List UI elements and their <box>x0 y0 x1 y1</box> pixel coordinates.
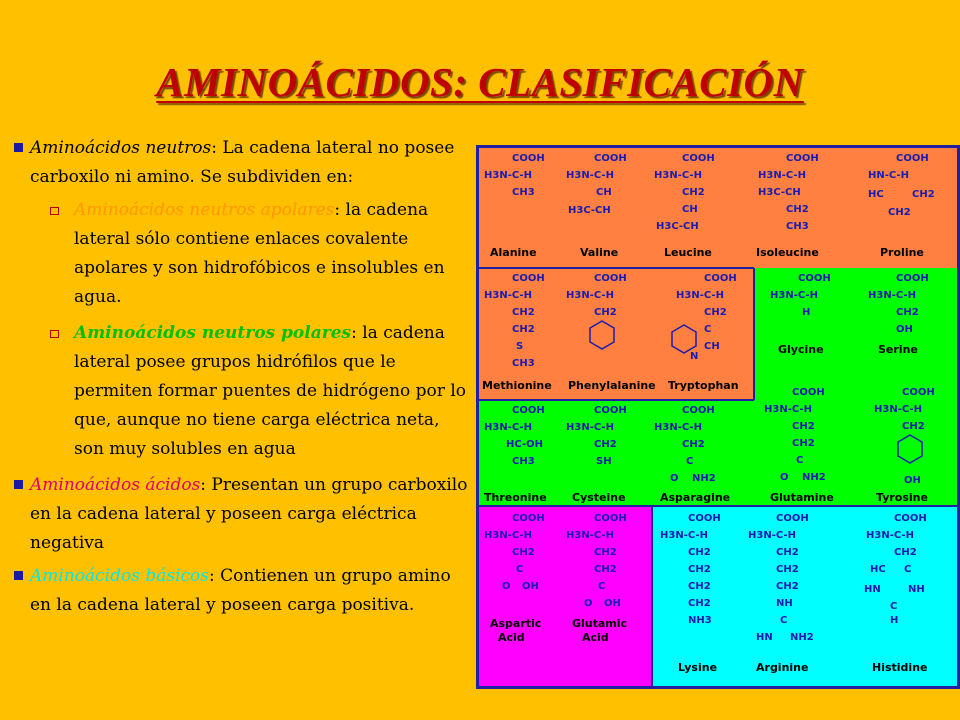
formula-fragment: C <box>890 601 898 612</box>
formula-fragment: CH <box>596 187 612 198</box>
formula-fragment: H3N-C-H <box>764 404 812 415</box>
formula-fragment: CH2 <box>704 307 727 318</box>
formula-fragment: COOH <box>512 405 545 416</box>
formula-fragment: H3N-C-H <box>660 530 708 541</box>
square-bullet-icon <box>14 143 23 152</box>
formula-fragment: COOH <box>776 513 809 524</box>
formula-fragment: COOH <box>512 153 545 164</box>
formula-fragment: NH2 <box>692 473 716 484</box>
formula-fragment: CH2 <box>682 439 705 450</box>
desc-polar: : la cadena lateral posee grupos hidrófilos que le permiten formar puentes de hidrógeno por lo que, aunque no tiene carga eléctrica neta, son muy solubles en agua <box>74 323 466 459</box>
term-acidic: Aminoácidos ácidos <box>30 475 201 495</box>
formula-fragment: S <box>516 341 524 352</box>
formula-fragment: HC <box>868 189 884 200</box>
formula-fragment: C <box>796 455 804 466</box>
formula-fragment: CH2 <box>512 324 535 335</box>
formula-fragment: COOH <box>682 153 715 164</box>
formula-fragment: C <box>904 564 912 575</box>
formula-fragment: H3N-C-H <box>866 530 914 541</box>
formula-fragment: COOH <box>512 273 545 284</box>
formula-fragment: COOH <box>798 273 831 284</box>
hollow-square-icon <box>50 207 59 215</box>
slide-title: AMINOÁCIDOS: CLASIFICACIÓN <box>156 59 804 105</box>
formula-fragment: CH2 <box>688 598 711 609</box>
label-aspartic-acid: Acid <box>498 631 525 644</box>
formula-fragment: CH2 <box>888 207 911 218</box>
label-phenylalanine: Phenylalanine <box>568 379 656 392</box>
formula-fragment: CH2 <box>902 421 925 432</box>
formula-fragment: CH2 <box>894 547 917 558</box>
bullet-basic <box>12 562 468 620</box>
desc-basic: : Contienen un grupo amino en la cadena lateral y poseen carga positiva. <box>30 566 451 615</box>
formula-fragment: COOH <box>594 153 627 164</box>
formula-fragment: SH <box>596 456 612 467</box>
label-serine: Serine <box>878 343 918 356</box>
term-polar: Aminoácidos neutros polares <box>74 323 352 343</box>
bullet-neutral <box>12 134 468 192</box>
formula-fragment: CH2 <box>594 439 617 450</box>
formula-fragment: CH <box>682 204 698 215</box>
formula-fragment: CH2 <box>792 438 815 449</box>
term-apolar: Aminoácidos neutros apolares <box>74 200 335 220</box>
formula-fragment: CH2 <box>594 564 617 575</box>
label-asparagine: Asparagine <box>660 491 731 504</box>
formula-fragment: COOH <box>896 153 929 164</box>
formula-fragment: H3N-C-H <box>484 290 532 301</box>
formula-fragment: C <box>704 324 712 335</box>
formula-fragment: CH3 <box>786 221 809 232</box>
formula-fragment: CH2 <box>688 564 711 575</box>
formula-fragment: CH2 <box>512 547 535 558</box>
label-proline: Proline <box>880 246 924 259</box>
label-tyrosine: Tyrosine <box>876 491 928 504</box>
formula-fragment: H3N-C-H <box>874 404 922 415</box>
formula-fragment: HC-OH <box>506 439 543 450</box>
label-methionine: Methionine <box>482 379 552 392</box>
bullet-acidic <box>12 471 468 558</box>
formula-fragment: H3N-C-H <box>484 170 532 181</box>
formula-fragment: CH2 <box>594 547 617 558</box>
formula-fragment: NH2 <box>790 632 814 643</box>
label-glutamic-acid: Acid <box>582 631 609 644</box>
formula-fragment: CH2 <box>682 187 705 198</box>
formula-fragment: CH2 <box>688 547 711 558</box>
formula-fragment: H3N-C-H <box>484 530 532 541</box>
square-bullet-icon <box>14 480 23 489</box>
formula-fragment: CH3 <box>512 358 535 369</box>
label-cysteine: Cysteine <box>572 491 626 504</box>
formula-fragment: H3C-CH <box>656 221 699 232</box>
formula-fragment: COOH <box>594 273 627 284</box>
formula-fragment: N <box>690 351 699 362</box>
formula-fragment: CH2 <box>792 421 815 432</box>
formula-fragment: HN <box>756 632 773 643</box>
term-neutral: Aminoácidos neutros <box>30 138 212 158</box>
formula-fragment: CH3 <box>512 187 535 198</box>
formula-fragment: C <box>598 581 606 592</box>
formula-fragment: HN <box>864 584 881 595</box>
amino-acid-chart <box>476 145 960 689</box>
label-threonine: Threonine <box>484 491 547 504</box>
square-bullet-icon <box>14 571 23 580</box>
formula-fragment: CH2 <box>896 307 919 318</box>
formula-fragment: COOH <box>512 513 545 524</box>
formula-fragment: NH <box>908 584 925 595</box>
formula-fragment: COOH <box>896 273 929 284</box>
formula-fragment: H3N-C-H <box>868 290 916 301</box>
formula-fragment: H3N-C-H <box>484 422 532 433</box>
formula-fragment: COOH <box>902 387 935 398</box>
label-lysine: Lysine <box>678 661 718 674</box>
formula-fragment: H3N-C-H <box>566 170 614 181</box>
formula-fragment: H <box>802 307 811 318</box>
formula-fragment: HC <box>870 564 886 575</box>
formula-fragment: H3C-CH <box>758 187 801 198</box>
formula-fragment: CH <box>704 341 720 352</box>
formula-fragment: C <box>686 456 694 467</box>
formula-fragment: COOH <box>894 513 927 524</box>
formula-fragment: COOH <box>594 405 627 416</box>
formula-fragment: CH3 <box>512 456 535 467</box>
formula-fragment: CH2 <box>594 307 617 318</box>
formula-fragment: COOH <box>792 387 825 398</box>
desc-neutral: : La cadena lateral no posee carboxilo ni amino. Se subdividen en: <box>30 138 455 187</box>
formula-fragment: CH2 <box>688 581 711 592</box>
formula-fragment: CH2 <box>786 204 809 215</box>
formula-fragment: H <box>890 615 899 626</box>
formula-fragment: CH2 <box>512 307 535 318</box>
label-isoleucine: Isoleucine <box>756 246 819 259</box>
label-valine: Valine <box>580 246 619 259</box>
formula-fragment: CH2 <box>912 189 935 200</box>
formula-fragment: COOH <box>594 513 627 524</box>
formula-fragment: OH <box>904 475 921 486</box>
formula-fragment: O <box>670 473 679 484</box>
label-glutamine: Glutamine <box>770 491 834 504</box>
text-column <box>12 134 468 624</box>
formula-fragment: O <box>780 472 789 483</box>
formula-fragment: CH2 <box>776 564 799 575</box>
formula-fragment: O <box>584 598 593 609</box>
label-arginine: Arginine <box>756 661 809 674</box>
formula-fragment: NH3 <box>688 615 712 626</box>
formula-fragment: H3N-C-H <box>676 290 724 301</box>
label-histidine: Histidine <box>872 661 928 674</box>
label-glycine: Glycine <box>778 343 824 356</box>
formula-fragment: HN-C-H <box>868 170 909 181</box>
formula-fragment: CH2 <box>776 581 799 592</box>
term-basic: Aminoácidos básicos <box>30 566 210 586</box>
label-tryptophan: Tryptophan <box>668 379 739 392</box>
label-alanine: Alanine <box>490 246 537 259</box>
formula-fragment: OH <box>604 598 621 609</box>
formula-fragment: H3N-C-H <box>770 290 818 301</box>
formula-fragment: OH <box>896 324 913 335</box>
formula-fragment: NH2 <box>802 472 826 483</box>
formula-fragment: NH <box>776 598 793 609</box>
hollow-square-icon <box>50 330 59 338</box>
formula-fragment: OH <box>522 581 539 592</box>
formula-fragment: COOH <box>786 153 819 164</box>
formula-fragment: COOH <box>704 273 737 284</box>
formula-fragment: H3C-CH <box>568 205 611 216</box>
formula-fragment: H3N-C-H <box>566 530 614 541</box>
formula-fragment: C <box>516 564 524 575</box>
formula-fragment: H3N-C-H <box>654 170 702 181</box>
formula-fragment: COOH <box>682 405 715 416</box>
formula-fragment: C <box>780 615 788 626</box>
label-glutamic: Glutamic <box>572 617 628 630</box>
label-aspartic: Aspartic <box>490 617 542 630</box>
bullet-apolar <box>12 196 468 312</box>
formula-fragment: H3N-C-H <box>758 170 806 181</box>
bullet-polar <box>12 319 468 464</box>
label-leucine: Leucine <box>664 246 712 259</box>
formula-fragment: CH2 <box>776 547 799 558</box>
formula-fragment: O <box>502 581 511 592</box>
formula-fragment: H3N-C-H <box>654 422 702 433</box>
desc-acidic: : Presentan un grupo carboxilo en la cadena lateral y poseen carga eléctrica negativa <box>30 475 468 553</box>
formula-fragment: H3N-C-H <box>566 290 614 301</box>
formula-fragment: H3N-C-H <box>566 422 614 433</box>
desc-apolar: : la cadena lateral sólo contiene enlaces covalente apolares y son hidrofóbicos e insolubles en agua. <box>74 200 445 307</box>
formula-fragment: COOH <box>688 513 721 524</box>
formula-fragment: H3N-C-H <box>748 530 796 541</box>
